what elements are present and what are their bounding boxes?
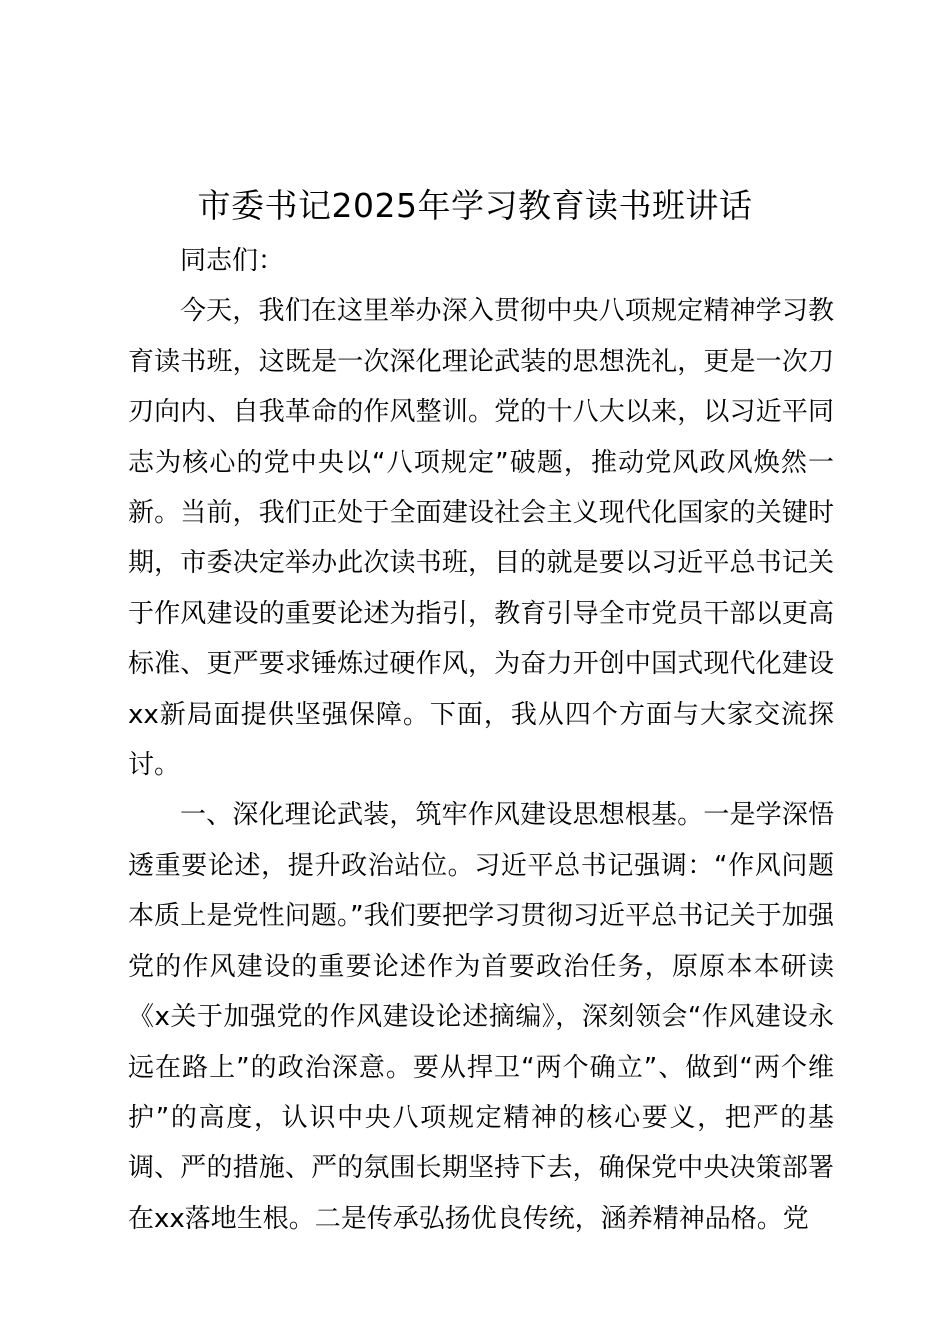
paragraph-section-one: 一、深化理论武装，筑牢作风建设思想根基。一是学深悟透重要论述，提升政治站位。习近平总书记强调：“作风问题本质上是党性问题。”我们要把学习贯彻习近平总书记关于加强党的作风建设的重要论述作为首要政治任务，原原本本研读《x关于加强党的作风建设论述摘编》，深刻领会“作风建设永远在路上”的政治深意。要从捍卫“两个确立”、做到“两个维护”的高度，认识中央八项规定精神的核心要义，把严的基调、严的措施、严的氛围长期坚持下去，确保党中央决策部署在xx落地生根。二是传承弘扬优良传统，涵养精神品格。党: [128, 800, 834, 1234]
salutation: 同志们：: [180, 246, 285, 276]
paragraph-intro: 今天，我们在这里举办深入贯彻中央八项规定精神学习教育读书班，这既是一次深化理论武装的思想洗礼，更是一次刀刃向内、自我革命的作风整训。党的十八大以来，以习近平同志为核心的党中央以“八项规定”破题，推动党风政风焕然一新。当前，我们正处于全面建设社会主义现代化国家的关键时期，市委决定举办此次读书班，目的就是要以习近平总书记关于作风建设的重要论述为指引，教育引导全市党员干部以更高标准、更严要求锤炼过硬作风，为奋力开创中国式现代化建设xx新局面提供坚强保障。下面，我从四个方面与大家交流探讨。: [128, 296, 834, 781]
document-body: [128, 236, 834, 1244]
document-title: 市委书记2025年学习教育读书班讲话: [197, 186, 753, 225]
